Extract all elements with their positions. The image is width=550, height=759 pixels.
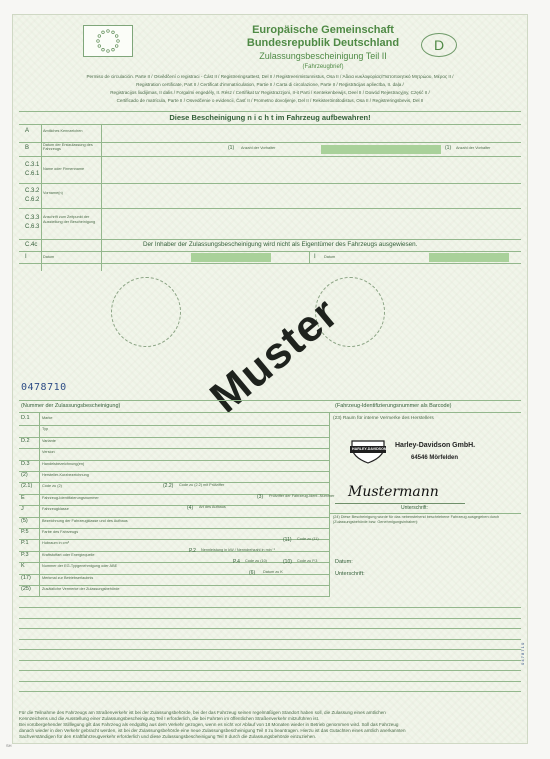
code-6-label: Datum zu K [263, 570, 283, 574]
row-divider [19, 505, 329, 506]
code-3: (3) [257, 494, 264, 500]
manufacturer-company: Harley-Davidson GmbH. [395, 442, 476, 449]
footer-line-2: Kennzeichens und die Ausstellung einer Zulassungsbescheinigung Teil I erforderlich, die bei Fahrten im öffentlichen Straßenverkehr mitzuführen ist. [19, 716, 320, 721]
barcode-caption: (Fahrzeug-Identifizierungsnummer als Barcode) [335, 403, 452, 409]
vehicle-row-code: (2.1) [21, 483, 33, 490]
vehicle-row-label: Handelsbezeichnung(en) [42, 461, 85, 466]
corner-mark: SH [6, 743, 12, 748]
vehicle-row-code: (5) [21, 517, 28, 524]
vehicle-row-label: Fahrzeugklasse [42, 507, 69, 512]
row-code-c33: C.3.3 C.6.3 [25, 215, 40, 230]
vehicle-row-code: (25) [21, 586, 31, 592]
row-divider [19, 517, 329, 518]
vehicle-row-code: D.3 [21, 460, 30, 467]
vehicle-row-code: (17) [21, 574, 31, 581]
vehicle-row-label: Fahrzeug-Identifizierungsnummer [42, 495, 99, 500]
row-divider [19, 471, 329, 472]
row-divider [19, 482, 329, 483]
prior-owner-label-2: Anzahl der Vorhalter [456, 146, 491, 150]
unterschrift-label: Unterschrift: [335, 571, 365, 577]
vehicle-row-code: D.2 [21, 437, 30, 444]
harley-logo-text: HARLEY-DAVIDSON [352, 446, 387, 451]
footer-line-5: Sachverständigen für den Kraftfahrzeugverkehr erforderlich und diese Zulassungsbescheinigung Teil II durch die Zulassungsbehörde einzuziehen. [19, 734, 317, 739]
code-p2: P.2 [189, 548, 196, 554]
vehicle-row-label: Marke [42, 416, 53, 420]
footer-line-3: Bei vorübergehender Stilllegung gilt das Fahrzeug als endgültig aus dem Verkehr gezogen, wenn es nicht vor Ablauf von 18 Monaten wieder in Betrieb genommen wird. Soll das Fahrzeug [19, 722, 399, 727]
prior-owner-code-2: (1) [445, 145, 452, 151]
code-4-label: Art des Aufbaus [199, 505, 226, 509]
green-bar-b [321, 145, 441, 154]
row-code-a: A [25, 128, 30, 134]
vehicle-row-label: Version [42, 450, 55, 455]
row-divider [19, 585, 329, 586]
datum-label: Datum: [335, 559, 353, 565]
row-divider [19, 425, 329, 426]
row-code-c31: C.3.1 C.6.1 [25, 162, 40, 177]
remark-line [19, 660, 521, 661]
country-code: D [433, 37, 445, 53]
vehicle-row-code: D.1 [21, 415, 30, 421]
row-code-c4c: C.4c [25, 242, 38, 248]
row-code-i-right: I [314, 254, 316, 260]
remark-line [19, 639, 521, 640]
green-bar-i-2 [429, 253, 509, 262]
row-code-c32: C.3.2 C.6.2 [25, 188, 40, 203]
signature: Mustermann [348, 484, 439, 500]
remark-line [19, 681, 521, 682]
seal-circle-left [111, 277, 181, 347]
vehicle-row-label: Zusätzliche Vermerke der Zulassungsbehörde [42, 587, 120, 591]
vehicle-row-code: J [21, 506, 24, 513]
footer-line-1: Für die Teilnahme des Fahrzeugs am Straßenverkehr ist bei der Zulassungsbehörde, bei der das Fahrzeug seinen regelmäßigen Standort haben soll, die Zulassung eines amtlichen [19, 710, 386, 715]
code-10-label: Code zu P.3 [297, 559, 318, 563]
code-2-2-label: Code zu (2.2) mit Prüfziffer [179, 483, 225, 487]
serial-number: 0478710 [21, 382, 67, 393]
multilang-line-3: Registracijos liudijimas, II dalis / Forgalmi engedély, II. Rész / Certifikat ta' Registrazzjoni, II-it Parti / Kentekenbewijs, Deel II / Dowód Rejestracyjny, Część II / [110, 90, 430, 95]
header-title-1: Europäische Gemeinschaft [252, 24, 394, 36]
vehicle-row-label: Merkmal zur Betriebserlaubnis [42, 575, 94, 580]
row-label-c31: Name oder Firmenname [43, 167, 85, 171]
vehicle-row-label: Nummer der EG-Typgenehmigung oder ABE [42, 564, 118, 569]
manufacturer-caption: (23) Raum für interne Vermerke des Herstellers [333, 416, 434, 421]
remark-line [19, 691, 521, 692]
code-4: (4) [187, 505, 194, 511]
header-title-3: Zulassungsbescheinigung Teil II [259, 51, 387, 61]
vehicle-row-code: E [21, 494, 25, 501]
header-title-2: Bundesrepublik Deutschland [246, 37, 400, 49]
vehicle-row-code: P.1 [21, 540, 29, 547]
prior-owner-code-1: (1) [228, 145, 235, 151]
eu-stars-icon [84, 26, 132, 56]
owner-note: Der Inhaber der Zulassungsbescheinigung wird nicht als Eigentümer des Fahrzeugs ausgewiesen. [143, 241, 418, 248]
row-label-i: Datum [43, 255, 55, 259]
vehicle-row-label: Bezeichnung der Fahrzeugklasse und des Aufbaus [42, 518, 128, 523]
eu-flag [83, 25, 133, 57]
vehicle-row-label: Code zu (2) [42, 484, 62, 489]
muster-watermark: Muster [201, 288, 348, 423]
registration-certificate [12, 14, 528, 744]
code-p4-label: Code zu (10) [245, 559, 267, 563]
row-label-c33: Anschrift zum Zeitpunkt der Ausstellung der Bescheinigung [43, 215, 96, 224]
serial-caption: (Nummer der Zulassungsbescheinigung) [21, 403, 121, 409]
remark-line [19, 649, 521, 650]
row-label-i-right: Datum [324, 255, 336, 259]
code-6: (6) [249, 570, 256, 576]
code-11: (11) [283, 537, 292, 543]
green-bar-i-1 [191, 253, 271, 262]
vehicle-row-label: Kraftstoffart oder Energiequelle [42, 552, 95, 557]
vehicle-row-label: Variante [42, 438, 56, 443]
vehicle-row-code: P.3 [21, 551, 29, 558]
footer-line-4: danach wieder in den Verkehr gebracht werden, ist bei der Zulassungsbehörde eine neue Zulassungsbescheinigung Teil II zu beantragen. Hierzu ist das Gutachten eines amtlich anerkannten [19, 728, 406, 733]
warning-banner: Diese Bescheinigung n i c h t im Fahrzeug aufbewahren! [169, 113, 371, 122]
code-11-label: Code zu (11) [297, 537, 319, 541]
harley-logo [348, 435, 388, 465]
header-title-4: (Fahrzeugbrief) [302, 64, 344, 70]
vehicle-row-label: Typ [42, 427, 49, 432]
row-label-a: Amtliches Kennzeichen [43, 129, 83, 133]
code-p2-label: Nennleistung in kW / Nenndrehzahl in min⁻¹ [201, 548, 275, 552]
manufacturer-signature-label: Unterschrift: [401, 505, 428, 511]
remark-line [19, 670, 521, 671]
remark-line [19, 628, 521, 629]
vehicle-row-label: Farbe des Fahrzeugs [42, 530, 79, 534]
authority-note: (24) Diese Bescheinigung wurde für das nebenstehend beschriebene Fahrzeug ausgegeben durch (Zulassungsbehörde bzw. Genehmigungsinhaber): [333, 515, 500, 524]
code-3-label: Prüfziffer der Fahrzeug-Ident.-Nummer [269, 494, 335, 498]
vehicle-row-label: Hubraum in cm³ [42, 541, 70, 546]
code-2-2: (2.2) [163, 483, 174, 489]
row-divider [19, 460, 329, 461]
code-p4: P.4 [233, 559, 240, 565]
country-oval [421, 33, 457, 57]
remark-line [19, 607, 521, 608]
vehicle-row-label: Hersteller-Kurzbezeichnung [42, 473, 89, 477]
remark-line [19, 618, 521, 619]
vehicle-row-code: (2) [21, 472, 28, 478]
code-10: (10) [283, 559, 292, 565]
vehicle-row-code: P.5 [21, 529, 29, 535]
row-label-b: Datum der Erstzulassung des Fahrzeugs [43, 143, 93, 151]
row-label-c32: Vorname(n) [43, 191, 63, 195]
vehicle-row-code: K [21, 563, 25, 570]
row-code-i: I [25, 254, 27, 260]
row-divider [19, 596, 329, 597]
row-divider [19, 437, 329, 438]
multilang-line-4: Certificado de matrícula, Parte II / Osvedčenie o evidencii, Časť II / Prometno dovoljenje, Del II / Rekisteröintitodistus, Osa II / Registreringsbevis, Del II [116, 98, 424, 103]
side-serial: 0 4 7 8 7 1 0 [520, 642, 525, 665]
prior-owner-label-1: Anzahl der Vorhalter [241, 146, 276, 150]
row-divider [19, 448, 329, 449]
manufacturer-city: 64546 Mörfelden [411, 455, 459, 461]
row-divider [19, 528, 329, 529]
multilang-line-1: Permiso de circulación. Parte II / Osvědčení o registraci - Část II / Registreringsattest, Del II / Registreerimistunnistus, Osa II / Άδεια κυκλοφορίας/Πιστοποιητικό Μητρώου, Μέρος II / [86, 74, 454, 79]
multilang-line-2: Registration certificate, Part II / Certificat d'immatriculation, Partie II / Carta di circolazione, Parte II / Reģistrācijas apliecība, II. daļa / [136, 82, 404, 87]
row-code-b: B [25, 145, 30, 151]
